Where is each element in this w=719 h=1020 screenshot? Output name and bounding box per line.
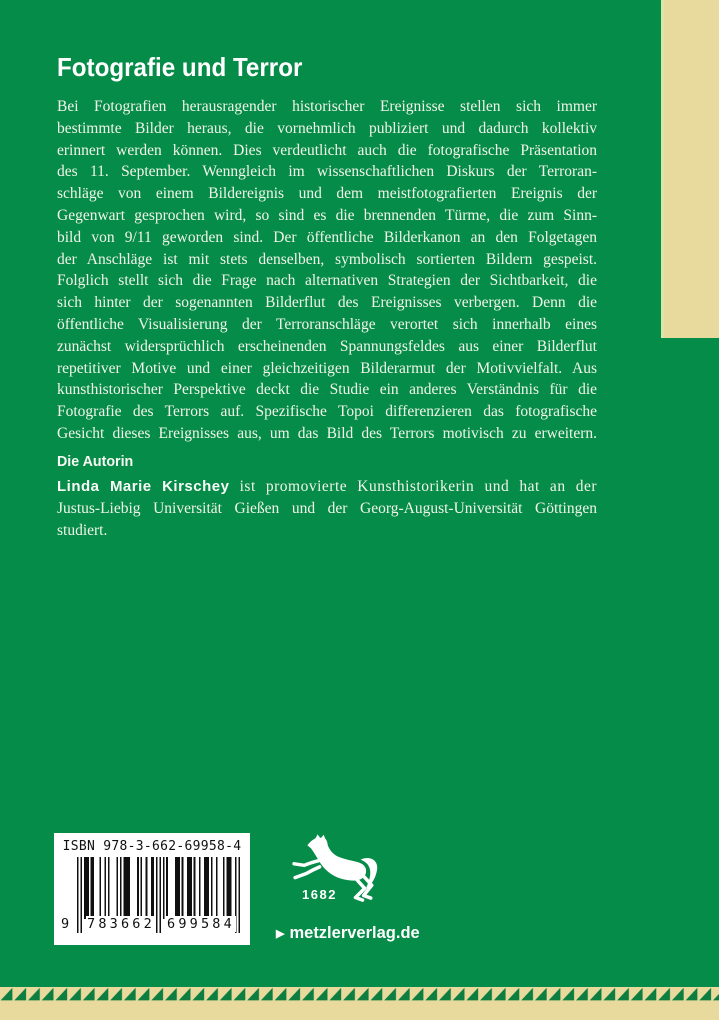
metzler-logo — [291, 832, 381, 914]
blurb-line: sich hinter der sogenannten Bilderflut des Ereignisses verbergen. Denn die — [57, 294, 597, 312]
blurb-line: öffentliche Visualisierung der Terroranschläge verortet sich innerhalb eines — [57, 315, 597, 333]
ean-digits-right: 699584 — [167, 916, 235, 932]
blurb-line: Folglich stellt sich die Frage nach alternativen Strategien der Sichtbarkeit, die — [57, 272, 597, 290]
book-title: Fotografie und Terror — [57, 52, 303, 82]
blurb-line: bestimmte Bilder heraus, die vornehmlich publiziert und dadurch kollektiv — [57, 119, 597, 137]
blurb-line: zunächst widersprüchlich erscheinenden Spannungsfeldes aus einer Bilderflut — [57, 337, 597, 355]
bio-line — [57, 476, 597, 498]
blurb-line: Gesicht dieses Ereignisses aus, um das Bild des Terrors motivisch zu erweitern. — [57, 424, 597, 442]
isbn-barcode-panel — [54, 833, 250, 945]
ean-digits — [60, 916, 248, 933]
blurb-line: Gegenwart gesprochen wird, so sind es die brennenden Türme, die zum Sinn- — [57, 206, 597, 224]
blurb-line: repetitiver Motive und einer gleichzeitigen Bilderarmut der Motivvielfalt. Aus — [57, 359, 597, 377]
author-heading: Die Autorin — [57, 453, 134, 470]
blurb-text — [57, 96, 597, 445]
blurb-line: bild von 9/11 geworden sind. Der öffentliche Bilderkanon an den Folgetagen — [57, 228, 597, 246]
ean-digit-first: 9 — [61, 916, 70, 932]
publisher-link — [276, 924, 420, 943]
logo-year: 1682 — [302, 887, 337, 902]
ean-digits-left: 783662 — [87, 916, 155, 932]
bio-text: ist promovierte Kunsthistorikerin und hat an der — [229, 478, 597, 495]
blurb-line: kunsthistorischer Perspektive deckt die Studie ein anderes Verständnis für die — [57, 381, 597, 399]
blurb-line: Bei Fotografien herausragender historischer Ereignisse stellen sich immer — [57, 98, 597, 115]
side-accent-strip — [661, 0, 719, 338]
arrow-right-icon: ▶ — [276, 928, 285, 940]
blurb-line: Fotografie des Terrors auf. Spezifische Topoi differenzieren das fotografische — [57, 403, 597, 421]
isbn-label: ISBN 978-3-662-69958-4 — [62, 839, 242, 854]
blurb-line: des 11. September. Wenngleich im wissenschaftlichen Diskurs der Terroran- — [57, 163, 597, 181]
blurb-line: schläge von einem Bildereignis und dem meistfotografierten Ereignis der — [57, 185, 597, 203]
blurb-line: der Anschläge ist mit stets denselben, symbolisch sortierten Bildern gespeist. — [57, 250, 597, 268]
author-name: Linda Marie Kirschey — [57, 478, 230, 495]
blurb-line: erinnert werden können. Dies verdeutlicht auch die fotografische Präsentation — [57, 141, 597, 159]
author-bio — [57, 476, 597, 542]
bottom-accent-strip — [0, 1001, 719, 1020]
bio-line: Justus-Liebig Universität Gießen und der Georg-August-Universität Göttingen — [57, 500, 597, 517]
sawtooth-border — [0, 987, 719, 1001]
publisher-url: metzlerverlag.de — [289, 924, 420, 942]
bio-line: studiert. — [57, 522, 108, 539]
